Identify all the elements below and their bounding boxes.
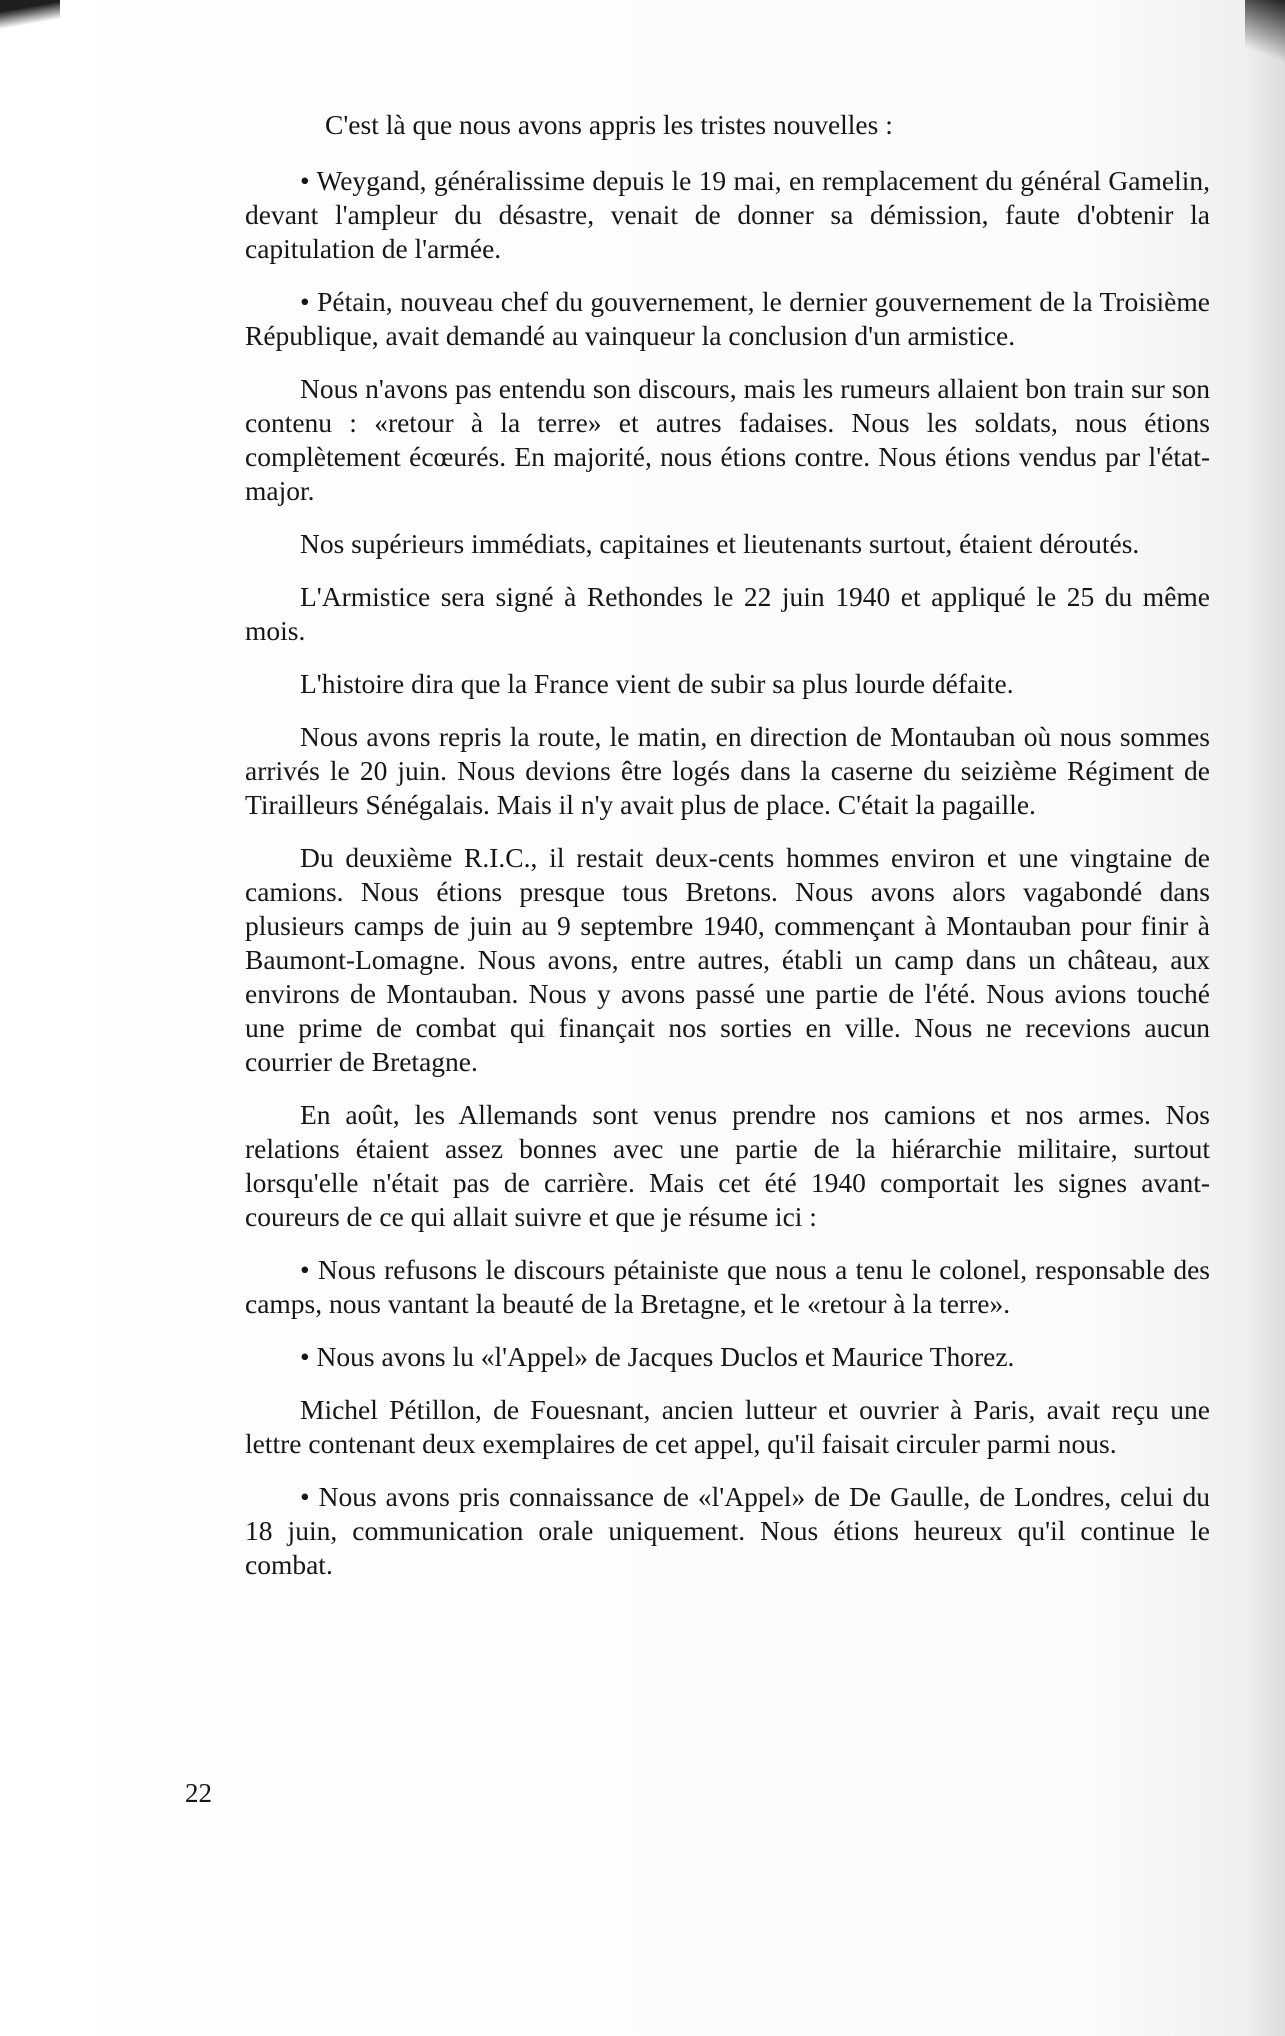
paragraph: [245, 1393, 1210, 1461]
paragraph-text: L'Armistice sera signé à Rethondes le 22 juin 1940 et appliqué le 25 du même mois.: [245, 581, 1210, 646]
paragraph-text: Michel Pétillon, de Fouesnant, ancien lutteur et ouvrier à Paris, avait reçu une lettre contenant deux exemplaires de cet appel, qu'il faisait circuler parmi nous.: [245, 1394, 1210, 1459]
paragraph: [245, 527, 1210, 561]
paragraph: [245, 667, 1210, 701]
paragraph-text: Nous avons lu «l'Appel» de Jacques Duclos et Maurice Thorez.: [316, 1341, 1015, 1372]
paragraph-text: L'histoire dira que la France vient de subir sa plus lourde défaite.: [300, 668, 1014, 699]
paragraph-text: Pétain, nouveau chef du gouvernement, le dernier gouvernement de la Troisième République, avait demandé au vainqueur la conclusion d'un armistice.: [245, 286, 1210, 351]
paragraph: [245, 1098, 1210, 1234]
paragraph-text: En août, les Allemands sont venus prendre nos camions et nos armes. Nos relations étaient assez bonnes avec une partie de la hiérarchie militaire, surtout lorsqu'elle n'était pas de carrière. Mais cet été 1940 comportait les signes avant-coureurs de ce qui allait suivre et que je résume ici :: [245, 1099, 1210, 1232]
scan-shadow-top-right: [1245, 0, 1285, 90]
scan-shadow-top-left: [0, 0, 60, 55]
paragraph: [245, 720, 1210, 822]
paragraph-text: Weygand, généralissime depuis le 19 mai, en remplacement du général Gamelin, devant l'ampleur du désastre, venait de donner sa démission, faute d'obtenir la capitulation de l'armée.: [245, 165, 1210, 264]
paragraph: [245, 580, 1210, 648]
paragraph-text: Nos supérieurs immédiats, capitaines et lieutenants surtout, étaient déroutés.: [300, 528, 1140, 559]
paragraph-text: Du deuxième R.I.C., il restait deux-cents hommes environ et une vingtaine de camions. Nous étions presque tous Bretons. Nous avons alors vagabondé dans plusieurs camps de juin au 9 septembre 1940, commençant à Montauban pour finir à Baumont-Lomagne. Nous avons, entre autres, établi un camp dans un château, aux environs de Montauban. Nous y avons passé une partie de l'été. Nous avions touché une prime de combat qui finançait nos sorties en ville. Nous ne recevions aucun courrier de Bretagne.: [245, 842, 1210, 1077]
page-number: 22: [185, 1778, 212, 1808]
paragraph-text: Nous avons pris connaissance de «l'Appel» de De Gaulle, de Londres, celui du 18 juin, communication orale uniquement. Nous étions heureux qu'il continue le combat.: [245, 1481, 1210, 1580]
bullet-paragraph: [245, 285, 1210, 353]
paragraph: [245, 841, 1210, 1079]
bullet-paragraph: [245, 1340, 1210, 1374]
paragraph-text: Nous refusons le discours pétainiste que nous a tenu le colonel, responsable des camps, nous vantant la beauté de la Bretagne, et le «retour à la terre».: [245, 1254, 1210, 1319]
paragraph-text: C'est là que nous avons appris les tristes nouvelles :: [325, 109, 893, 140]
paragraph-text: Nous n'avons pas entendu son discours, mais les rumeurs allaient bon train sur son contenu : «retour à la terre» et autres fadaises. Nous les soldats, nous étions complètement écœurés. En majorité, nous étions contre. Nous étions vendus par l'état-major.: [245, 373, 1210, 506]
bullet-paragraph: [245, 1480, 1210, 1582]
body-text: [245, 108, 1210, 1601]
paragraph: [245, 372, 1210, 508]
bullet-paragraph: [245, 164, 1210, 266]
bullet-paragraph: [245, 1253, 1210, 1321]
paragraph: [245, 108, 1210, 142]
paragraph-text: Nous avons repris la route, le matin, en direction de Montauban où nous sommes arrivés le 20 juin. Nous devions être logés dans la caserne du seizième Régiment de Tirailleurs Sénégalais. Mais il n'y avait plus de place. C'était la pagaille.: [245, 721, 1210, 820]
